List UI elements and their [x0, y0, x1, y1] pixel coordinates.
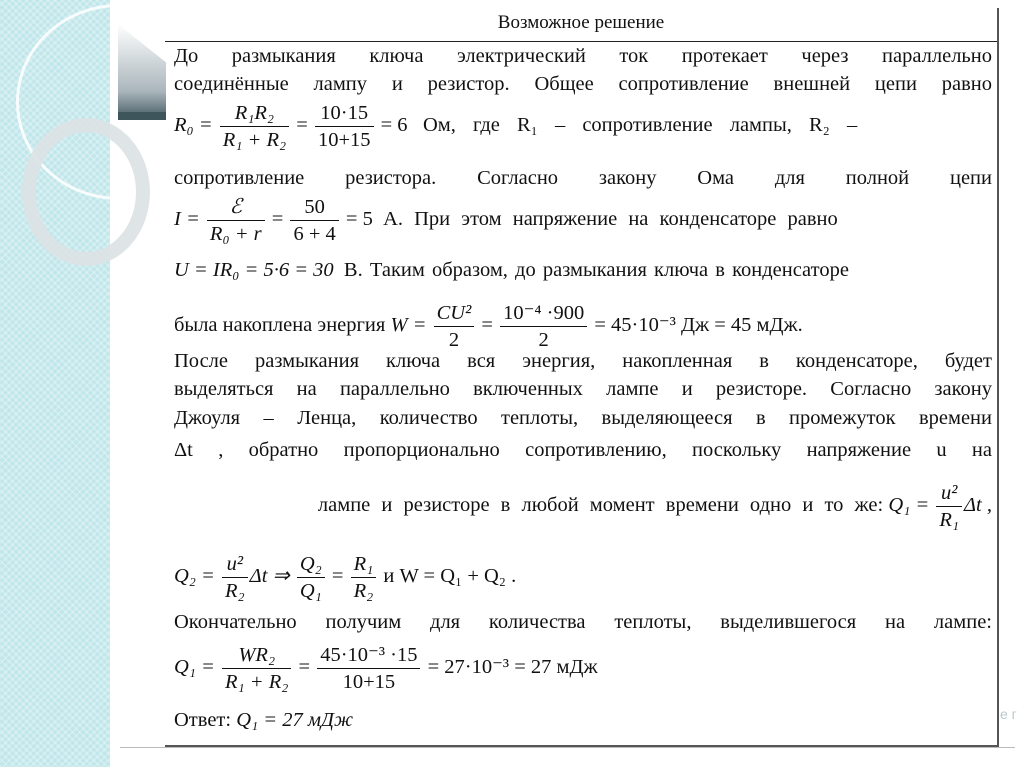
- numerator: R₁R₂: [220, 100, 289, 127]
- text-line: соединённые лампу и резистор. Общее сопротивление внешней цепи равно: [174, 73, 992, 95]
- denominator: R₀ + r: [209, 223, 262, 245]
- formula-current: [174, 194, 992, 247]
- fraction: [290, 194, 338, 247]
- solution-document: [165, 8, 999, 747]
- formula-part: = 27·10⁻³ = 27 мДж: [427, 656, 598, 679]
- fraction: [351, 551, 377, 604]
- denominator: R₁ + R₂: [225, 671, 289, 693]
- numerator: 50: [290, 194, 338, 221]
- formula-q1: [174, 480, 992, 533]
- formula-part: = 45·10⁻³ Дж = 45 мДж.: [594, 314, 803, 337]
- numerator: 45·10⁻³ ·15: [317, 642, 420, 669]
- text-segment: В. Таким образом, до размыкания ключа в конденсаторе: [343, 259, 849, 281]
- formula-energy: [174, 300, 992, 353]
- formula-part: I =: [174, 208, 200, 231]
- text-segment: была накоплена энергия: [174, 314, 386, 337]
- text-segment: А. При этом напряжение на конденсаторе равно: [383, 208, 838, 231]
- answer-label: Ответ:: [174, 709, 232, 731]
- text-line: Δt , обратно пропорционально сопротивлению, поскольку напряжение u на: [174, 439, 992, 461]
- fraction: [500, 300, 587, 353]
- denominator: 10+15: [317, 129, 371, 151]
- formula-part: =: [271, 208, 284, 231]
- numerator: u²: [936, 480, 962, 507]
- denominator: 2: [448, 329, 460, 351]
- formula-voltage: [174, 258, 992, 282]
- text-line: выделяться на параллельно включенных лампе и резисторе. Согласно закону: [174, 378, 992, 400]
- fraction: [222, 642, 291, 695]
- numerator: 10⁻⁴ ·900: [500, 300, 587, 327]
- text-segment: Ом, где R₁ – сопротивление лампы, R₂ –: [422, 114, 858, 137]
- numerator: WR₂: [222, 642, 291, 669]
- fraction: [207, 194, 265, 247]
- formula-part: = 5: [345, 208, 373, 231]
- answer-value: Q₁ = 27 мДж: [236, 709, 354, 731]
- text-segment: и W = Q₁ + Q₂ .: [383, 565, 517, 588]
- title-rule: [165, 41, 997, 42]
- fraction: [222, 551, 248, 604]
- formula-part: Δt ,: [964, 494, 992, 517]
- denominator: R₁: [939, 509, 960, 531]
- numerator: CU²: [434, 300, 475, 327]
- formula-part: =: [481, 314, 493, 337]
- formula-part: Q₂ =: [174, 565, 215, 588]
- formula-q1-result: [174, 642, 992, 695]
- document-title: Возможное решение: [497, 12, 665, 33]
- fraction: [315, 100, 374, 153]
- denominator: 10+15: [342, 671, 396, 693]
- text-line: Джоуля – Ленца, количество теплоты, выделяющееся в промежуток времени: [174, 407, 992, 429]
- formula-part: =: [298, 656, 311, 679]
- numerator: ℰ: [207, 194, 265, 221]
- formula-part: Q₁ =: [888, 494, 930, 517]
- formula-part: = 6: [380, 114, 408, 137]
- text-line: После размыкания ключа вся энергия, накопленная в конденсаторе, будет: [174, 350, 992, 372]
- formula-part: =: [331, 565, 344, 588]
- text-line: Окончательно получим для количества теплоты, выделившегося на лампе:: [174, 611, 992, 633]
- formula-r0: [174, 100, 992, 153]
- denominator: 2: [538, 329, 549, 351]
- numerator: R₁: [351, 551, 377, 578]
- decorative-bar: [118, 112, 166, 120]
- denominator: R₂: [225, 580, 245, 602]
- denominator: Q₁: [299, 580, 322, 602]
- decorative-ring: [22, 118, 150, 266]
- fraction: [220, 100, 289, 153]
- fraction: [297, 551, 325, 604]
- answer-line: [174, 708, 992, 732]
- numerator: Q₂: [297, 551, 325, 578]
- fraction: [936, 480, 962, 533]
- formula-part: Δt ⇒: [249, 565, 290, 588]
- denominator: R₂: [353, 580, 374, 602]
- formula-q2: [174, 551, 992, 604]
- text-segment: лампе и резисторе в любой момент времени одно и то же:: [317, 494, 884, 517]
- formula-part: =: [296, 114, 308, 137]
- fraction: [317, 642, 420, 695]
- background-text: е г: [1000, 706, 1017, 722]
- denominator: R₁ + R₂: [222, 129, 287, 151]
- text-line: До размыкания ключа электрический ток протекает через параллельно: [174, 45, 992, 67]
- formula-part: R₀ =: [174, 114, 213, 137]
- numerator: u²: [222, 551, 248, 578]
- decorative-side-panel: [0, 0, 110, 767]
- denominator: 6 + 4: [293, 223, 336, 245]
- formula-part: W =: [390, 314, 427, 337]
- numerator: 10·15: [315, 100, 374, 127]
- text-line: сопротивление резистора. Согласно закону Ома для полной цепи: [174, 167, 992, 189]
- divider: [120, 747, 1015, 748]
- formula-part: Q₁ =: [174, 656, 215, 679]
- formula-part: U = IR₀ = 5·6 = 30: [174, 259, 334, 281]
- fraction: [434, 300, 475, 353]
